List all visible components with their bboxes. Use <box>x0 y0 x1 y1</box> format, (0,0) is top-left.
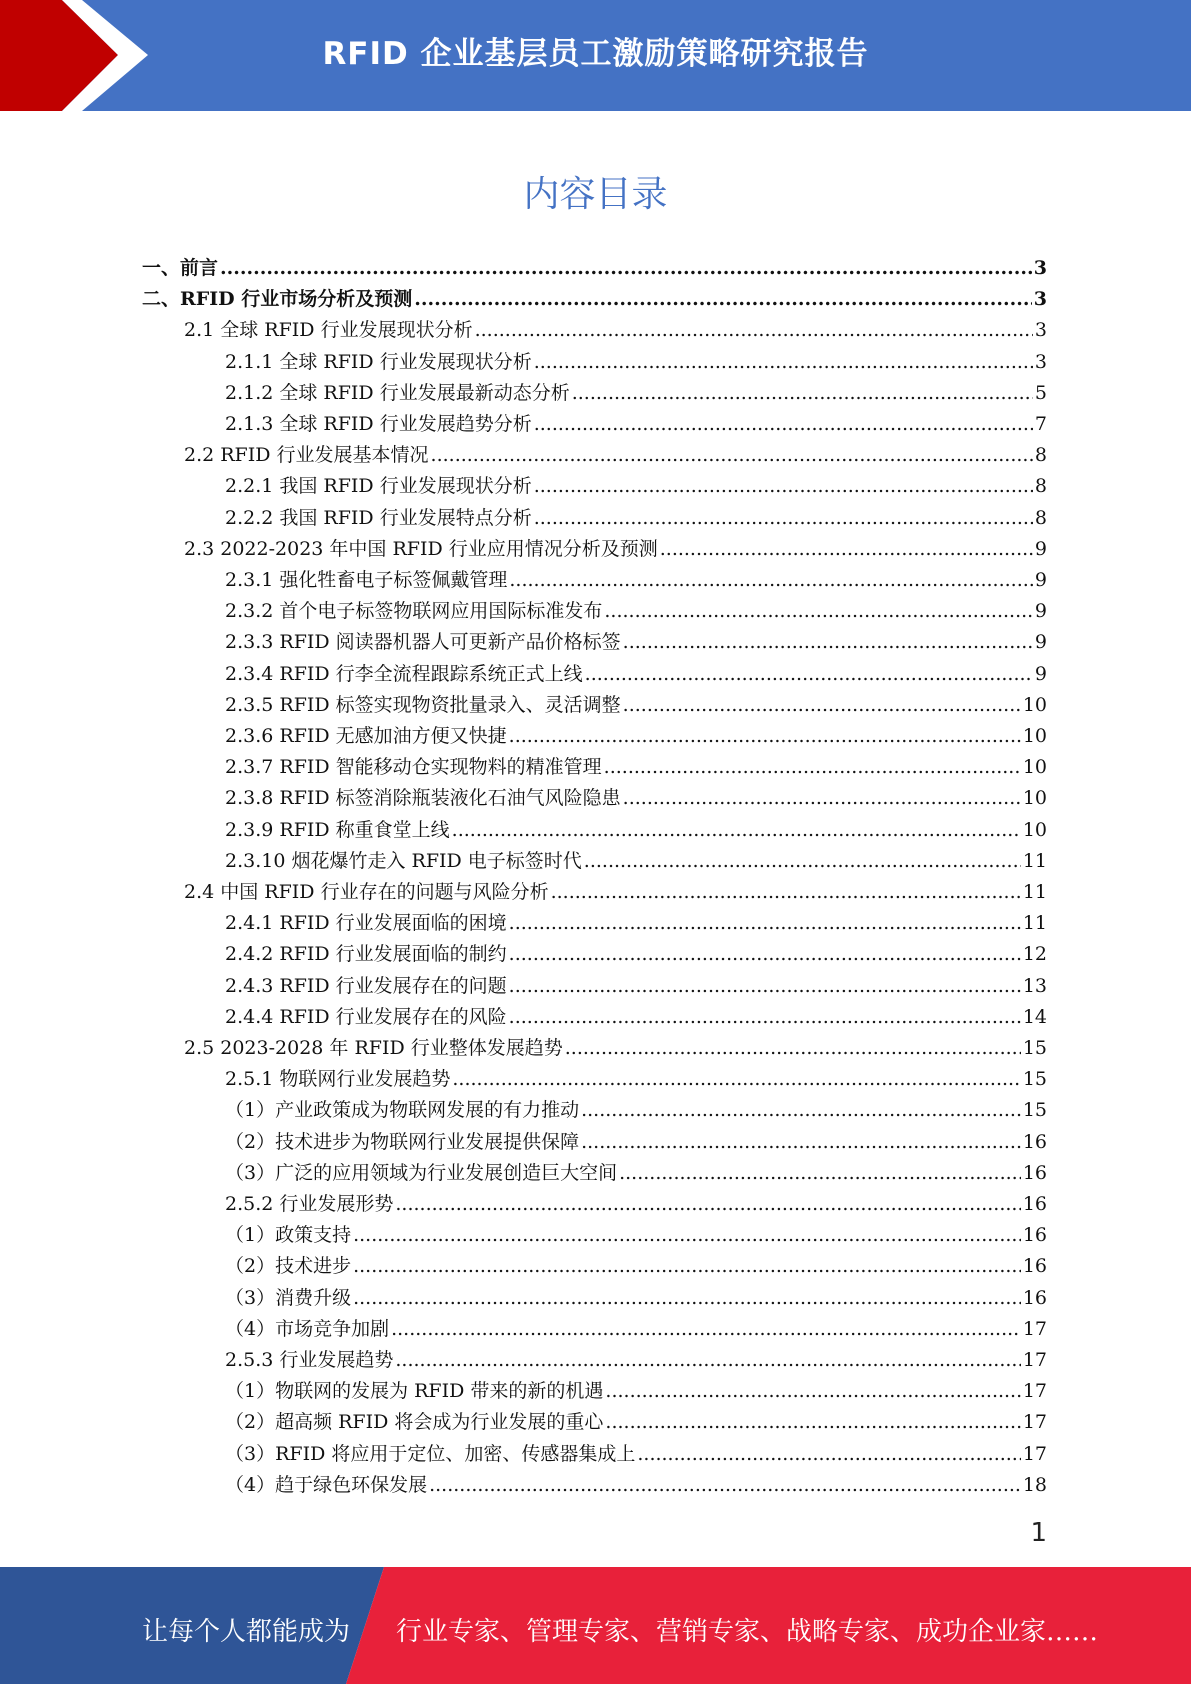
toc-entry-label: （2）超高频 RFID 将会成为行业发展的重心 <box>225 1411 604 1433</box>
toc-entry-label: 2.3.4 RFID 行李全流程跟踪系统正式上线 <box>225 663 583 685</box>
toc-entry-page: 16 <box>1022 1162 1047 1184</box>
toc-entry-label: （1）政策支持 <box>225 1224 352 1246</box>
toc-entry-label: 2.3.7 RFID 智能移动仓实现物料的精准管理 <box>225 756 602 778</box>
toc-entry[interactable] <box>184 535 1047 563</box>
toc-leader-dots <box>509 909 1021 937</box>
toc-entry-label: 2.4.3 RFID 行业发展存在的问题 <box>225 975 507 997</box>
toc-leader-dots <box>605 1408 1020 1436</box>
toc-entry-page: 9 <box>1034 600 1047 622</box>
toc-entry[interactable] <box>225 722 1047 750</box>
page-footer <box>0 1567 1191 1684</box>
toc-leader-dots <box>431 441 1033 469</box>
toc-entry-label: 2.1.3 全球 RFID 行业发展趋势分析 <box>225 413 532 435</box>
toc-leader-dots <box>551 878 1021 906</box>
toc-entry-label: 二、RFID 行业市场分析及预测 <box>142 288 413 310</box>
footer-slogan-left: 让每个人都能成为 <box>142 1617 351 1647</box>
toc-entry-page: 17 <box>1022 1318 1047 1340</box>
toc-entry[interactable] <box>225 472 1047 500</box>
toc-entry[interactable] <box>225 1190 1047 1218</box>
toc-leader-dots <box>509 1003 1021 1031</box>
toc-entry-label: （1）产业政策成为物联网发展的有力推动 <box>225 1099 580 1121</box>
toc-entry-label: 2.4.1 RFID 行业发展面临的困境 <box>225 912 507 934</box>
toc-entry-label: 2.3.5 RFID 标签实现物资批量录入、灵活调整 <box>225 694 621 716</box>
toc-entry[interactable] <box>142 285 1047 313</box>
toc-entry[interactable] <box>225 847 1047 875</box>
toc-leader-dots <box>534 504 1033 532</box>
toc-leader-dots <box>395 1190 1020 1218</box>
toc-entry-label: 2.4 中国 RFID 行业存在的问题与风险分析 <box>184 881 549 903</box>
toc-entry[interactable] <box>225 1284 1047 1312</box>
toc-leader-dots <box>414 285 1032 313</box>
toc-entry-label: （2）技术进步为物联网行业发展提供保障 <box>225 1131 580 1153</box>
toc-leader-dots <box>509 972 1021 1000</box>
toc-entry[interactable] <box>225 1346 1047 1374</box>
toc-entry[interactable] <box>225 1408 1047 1436</box>
toc-entry[interactable] <box>225 691 1047 719</box>
toc-entry[interactable] <box>225 1471 1047 1499</box>
toc-entry[interactable] <box>225 1377 1047 1405</box>
toc-entry[interactable] <box>225 660 1047 688</box>
toc-entry-label: 2.5 2023-2028 年 RFID 行业整体发展趋势 <box>184 1037 563 1059</box>
toc-entry-page: 8 <box>1034 507 1047 529</box>
toc-leader-dots <box>581 1096 1021 1124</box>
toc-entry-label: 2.3.3 RFID 阅读器机器人可更新产品价格标签 <box>225 631 621 653</box>
toc-entry-label: 2.3.6 RFID 无感加油方便又快捷 <box>225 725 507 747</box>
toc-leader-dots <box>623 628 1033 656</box>
toc-entry-label: 2.3.1 强化牲畜电子标签佩戴管理 <box>225 569 508 591</box>
toc-entry-page: 3 <box>1033 288 1047 310</box>
toc-entry-page: 17 <box>1022 1443 1047 1465</box>
toc-entry-label: （3）消费升级 <box>225 1287 352 1309</box>
toc-entry-page: 10 <box>1022 694 1047 716</box>
toc-entry-page: 7 <box>1034 413 1047 435</box>
toc-entry[interactable] <box>225 784 1047 812</box>
toc-entry-page: 10 <box>1022 725 1047 747</box>
toc-entry-label: 2.3.8 RFID 标签消除瓶装液化石油气风险隐患 <box>225 787 621 809</box>
toc-leader-dots <box>509 566 1033 594</box>
toc-leader-dots <box>605 1377 1020 1405</box>
footer-slogan-right: 行业专家、管理专家、营销专家、战略专家、成功企业家…… <box>396 1617 1099 1647</box>
toc-entry-page: 16 <box>1022 1255 1047 1277</box>
toc-leader-dots <box>565 1034 1021 1062</box>
toc-entry[interactable] <box>225 816 1047 844</box>
toc-entry-label: 2.2.1 我国 RFID 行业发展现状分析 <box>225 475 532 497</box>
toc-entry-page: 3 <box>1034 319 1047 341</box>
toc-entry-label: 2.3.9 RFID 称重食堂上线 <box>225 819 450 841</box>
toc-entry[interactable] <box>225 1065 1047 1093</box>
toc-entry-page: 17 <box>1022 1380 1047 1402</box>
toc-entry-label: 2.5.1 物联网行业发展趋势 <box>225 1068 451 1090</box>
toc-entry-page: 11 <box>1022 881 1047 903</box>
toc-entry-page: 8 <box>1034 475 1047 497</box>
toc-entry-label: （4）趋于绿色环保发展 <box>225 1474 428 1496</box>
toc-entry-page: 16 <box>1022 1193 1047 1215</box>
toc-entry[interactable] <box>225 1252 1047 1280</box>
toc-entry-page: 16 <box>1022 1224 1047 1246</box>
toc-leader-dots <box>534 348 1033 376</box>
toc-entry-page: 8 <box>1034 444 1047 466</box>
toc-leader-dots <box>534 410 1033 438</box>
toc-entry[interactable] <box>225 379 1047 407</box>
toc-leader-dots <box>452 816 1021 844</box>
toc-leader-dots <box>395 1346 1020 1374</box>
toc-entry[interactable] <box>142 254 1047 282</box>
toc-entry-label: 2.2.2 我国 RFID 行业发展特点分析 <box>225 507 532 529</box>
page-header <box>0 0 1191 111</box>
toc-entry-page: 13 <box>1022 975 1047 997</box>
toc-entry-label: （3）RFID 将应用于定位、加密、传感器集成上 <box>225 1443 636 1465</box>
toc-leader-dots <box>509 722 1021 750</box>
toc-entry-page: 15 <box>1022 1037 1047 1059</box>
toc-entry-page: 14 <box>1022 1006 1047 1028</box>
toc-entry-label: 2.4.4 RFID 行业发展存在的风险 <box>225 1006 507 1028</box>
page-number: 1 <box>1030 1518 1047 1548</box>
toc-entry[interactable] <box>184 1034 1047 1062</box>
toc-entry[interactable] <box>184 878 1047 906</box>
toc-entry[interactable] <box>225 753 1047 781</box>
toc-entry-label: （1）物联网的发展为 RFID 带来的新的机遇 <box>225 1380 604 1402</box>
toc-entry-label: 一、前言 <box>142 257 219 279</box>
toc-entry-label: 2.3.2 首个电子标签物联网应用国际标准发布 <box>225 600 603 622</box>
toc-leader-dots <box>584 847 1021 875</box>
toc-entry[interactable] <box>225 597 1047 625</box>
toc-leader-dots <box>534 472 1033 500</box>
toc-leader-dots <box>581 1128 1021 1156</box>
toc-entry-label: （2）技术进步 <box>225 1255 352 1277</box>
toc-leader-dots <box>353 1284 1021 1312</box>
toc-entry-page: 11 <box>1022 912 1047 934</box>
toc-entry[interactable] <box>225 504 1047 532</box>
toc-entry[interactable] <box>225 628 1047 656</box>
toc-entry-page: 3 <box>1034 351 1047 373</box>
report-title: RFID 企业基层员工激励策略研究报告 <box>322 36 869 72</box>
toc-entry[interactable] <box>225 1159 1047 1187</box>
toc-entry-label: 2.5.3 行业发展趋势 <box>225 1349 394 1371</box>
toc-entry-label: 2.2 RFID 行业发展基本情况 <box>184 444 429 466</box>
toc-entry-page: 15 <box>1022 1068 1047 1090</box>
toc-entry-label: 2.5.2 行业发展形势 <box>225 1193 394 1215</box>
toc-leader-dots <box>429 1471 1021 1499</box>
toc-entry-page: 10 <box>1022 756 1047 778</box>
toc-entry[interactable] <box>225 1315 1047 1343</box>
toc-entry[interactable] <box>184 316 1047 344</box>
toc-leader-dots <box>660 535 1033 563</box>
toc-entry[interactable] <box>225 1096 1047 1124</box>
toc-entry[interactable] <box>225 940 1047 968</box>
toc-entry-page: 10 <box>1022 787 1047 809</box>
toc-leader-dots <box>585 660 1033 688</box>
toc-entry[interactable] <box>225 1003 1047 1031</box>
toc-entry-label: （4）市场竞争加剧 <box>225 1318 390 1340</box>
toc-entry-page: 5 <box>1034 382 1047 404</box>
toc-entry[interactable] <box>225 909 1047 937</box>
toc-entry[interactable] <box>184 441 1047 469</box>
toc-leader-dots <box>353 1221 1021 1249</box>
toc-entry-label: （3）广泛的应用领域为行业发展创造巨大空间 <box>225 1162 618 1184</box>
toc-entry-page: 12 <box>1022 943 1047 965</box>
toc-entry-page: 9 <box>1034 631 1047 653</box>
toc-entry-label: 2.4.2 RFID 行业发展面临的制约 <box>225 943 507 965</box>
toc-leader-dots <box>623 691 1021 719</box>
toc-entry[interactable] <box>225 972 1047 1000</box>
toc-entry-page: 10 <box>1022 819 1047 841</box>
toc-entry-page: 11 <box>1022 850 1047 872</box>
toc-entry[interactable] <box>225 566 1047 594</box>
toc-leader-dots <box>604 753 1021 781</box>
toc-entry-label: 2.1 全球 RFID 行业发展现状分析 <box>184 319 473 341</box>
toc-entry[interactable] <box>225 1221 1047 1249</box>
toc-leader-dots <box>572 379 1033 407</box>
toc-entry-page: 3 <box>1033 257 1047 279</box>
toc-leader-dots <box>452 1065 1020 1093</box>
toc-entry[interactable] <box>225 348 1047 376</box>
toc-leader-dots <box>509 940 1021 968</box>
toc-entry-page: 15 <box>1022 1099 1047 1121</box>
toc-entry[interactable] <box>225 1440 1047 1468</box>
toc-leader-dots <box>220 254 1032 282</box>
toc-entry-page: 17 <box>1022 1411 1047 1433</box>
toc-entry-page: 17 <box>1022 1349 1047 1371</box>
toc-entry-label: 2.3.10 烟花爆竹走入 RFID 电子标签时代 <box>225 850 582 872</box>
toc-entry-page: 16 <box>1022 1287 1047 1309</box>
toc-entry-label: 2.3 2022-2023 年中国 RFID 行业应用情况分析及预测 <box>184 538 658 560</box>
toc-entry[interactable] <box>225 1128 1047 1156</box>
toc-entry[interactable] <box>225 410 1047 438</box>
toc-leader-dots <box>391 1315 1021 1343</box>
toc-entry-page: 9 <box>1034 538 1047 560</box>
toc-heading: 内容目录 <box>523 174 668 215</box>
toc-leader-dots <box>353 1252 1021 1280</box>
toc-entry-page: 9 <box>1034 569 1047 591</box>
toc-leader-dots <box>619 1159 1021 1187</box>
toc-leader-dots <box>475 316 1033 344</box>
toc-entry-page: 9 <box>1034 663 1047 685</box>
toc-leader-dots <box>604 597 1033 625</box>
toc-leader-dots <box>637 1440 1020 1468</box>
toc-entry-page: 16 <box>1022 1131 1047 1153</box>
toc-leader-dots <box>623 784 1021 812</box>
toc-entry-page: 18 <box>1022 1474 1047 1496</box>
toc-entry-label: 2.1.2 全球 RFID 行业发展最新动态分析 <box>225 382 570 404</box>
toc-entry-label: 2.1.1 全球 RFID 行业发展现状分析 <box>225 351 532 373</box>
